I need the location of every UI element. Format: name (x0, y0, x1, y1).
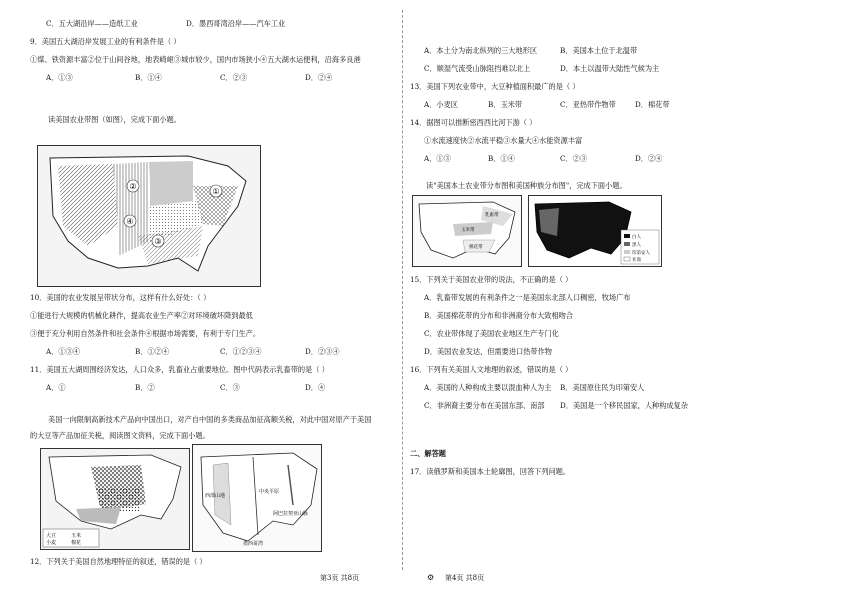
us-agriculture-belt-map (37, 145, 261, 287)
intro-race-map: 读"美国本土农业带分布图和美国种族分布图"，完成下面小题。 (426, 181, 627, 190)
q13-option-b: B．玉米带 (488, 100, 523, 109)
q9-option-b: B．①④ (135, 73, 162, 82)
us-race-distribution-map (528, 195, 662, 267)
intro-trade-para-2: 的大豆等产品加征关税，阅读图文资料，完成下面小题。 (30, 431, 210, 440)
q14-option-c: C．②③ (560, 154, 588, 163)
terrain-map-drawing (193, 445, 321, 551)
map4-label-2: 玉米带 (461, 228, 475, 233)
q9-option-c: C．②③ (220, 73, 248, 82)
map2-legend-4: 棉花 (71, 540, 82, 546)
q11-stem: 11．美国五大湖周围经济发达，人口众多，乳畜业占重要地位。图中代码表示乳畜带的是（ ） (30, 365, 329, 374)
gear-icon: ⚙ (427, 573, 435, 582)
q9-option-d: D．②④ (305, 73, 333, 82)
farm-belt-map-drawing (413, 196, 521, 266)
q17-stem: 17．读俄罗斯和美国本土轮廓图，回答下列问题。 (410, 467, 571, 476)
q11-option-b: B．② (135, 383, 155, 392)
map3-label-4: 墨西哥湾 (243, 541, 264, 547)
q12-option-c: C．顺湿气流受山脉阻挡难以北上 (424, 64, 531, 73)
map5-legend-3: 印第安人 (632, 251, 650, 256)
q8-option-d: D．墨西哥湾沿岸——汽车工业 (186, 19, 286, 28)
q10-option-d: D．②③④ (305, 347, 340, 356)
section-answer-title: 二、解答题 (410, 449, 446, 458)
q15-stem: 15．下列关于美国农业带的说法，不正确的是（ ） (410, 275, 573, 284)
q9-stem: 9．美国五大湖沿岸发展工业的有利条件是（ ） (30, 37, 181, 46)
q14-stem: 14．据图可以推断密西西比河下游（ ） (410, 118, 537, 127)
intro-trade-para-1: 美国一向限制高新技术产品向中国出口，对产自中国的多类商品加征高额关税，对此中国对原产于美国 (48, 415, 372, 424)
map2-legend-3: 小麦 (46, 540, 57, 546)
q11-option-a: A．① (46, 383, 66, 392)
map1-label-4: ④ (126, 217, 134, 226)
q16-option-d: D．美国是一个移民国家，人种构成复杂 (560, 401, 688, 410)
q16-stem: 16．下列有关美国人文地理的叙述，错误的是（ ） (410, 365, 573, 374)
map3-label-3: 阿巴拉契亚山脉 (273, 511, 309, 517)
q12-option-d: D．本土以温带大陆性气候为主 (560, 64, 660, 73)
map2-legend-1: 大豆 (46, 533, 57, 539)
map2-legend-2: 玉米 (71, 533, 82, 539)
q10-body-1: ①能进行大规模的机械化耕作，提高农业生产率②对环境破坏降到最低 (30, 311, 253, 320)
map4-label-3: 棉花带 (469, 245, 483, 250)
q15-option-a: A．乳畜带发展的有利条件之一是美国东北部人口稠密，牧场广布 (424, 293, 631, 302)
q12-stem: 12．下列关于美国自然地理特征的叙述，错误的是（ ） (30, 557, 207, 566)
us-farm-belt-map (412, 195, 522, 267)
crop-map-drawing (41, 449, 189, 549)
map5-legend-4: 亚裔 (632, 258, 641, 263)
q11-option-d: D．④ (305, 383, 326, 392)
page-number-left: 第3页 共8页 (320, 574, 360, 582)
q9-option-a: A．①③ (46, 73, 73, 82)
q10-option-b: B．①②④ (135, 347, 170, 356)
q9-body: ①煤、铁资源丰富②位于山间谷地，地表崎岖③城市较少，国内市场狭小④五大湖水运便利，沿海多良港 (30, 55, 361, 64)
q13-option-a: A．小麦区 (424, 100, 458, 109)
q10-stem: 10．美国的农业发展呈带状分布，这样有什么好处：（ ） (30, 293, 211, 302)
us-terrain-map (192, 444, 322, 552)
map3-label-2: 中央平原 (259, 489, 280, 495)
q11-option-c: C．③ (220, 383, 240, 392)
q16-option-c: C．非洲裔主要分布在美国东部、南部 (424, 401, 545, 410)
q16-option-a: A．美国的人种构成主要以混血种人为主 (424, 383, 552, 392)
us-crop-distribution-map (40, 448, 190, 550)
race-map-drawing (529, 196, 661, 266)
us-map-drawing (38, 146, 260, 286)
q13-option-d: D．棉花带 (635, 100, 670, 109)
map5-legend-2: 黑人 (632, 243, 641, 248)
q10-option-a: A．①③④ (46, 347, 80, 356)
map4-label-1: 乳畜带 (485, 213, 499, 218)
q13-option-c: C．亚热带作物带 (560, 100, 616, 109)
q10-option-c: C．①②③④ (220, 347, 262, 356)
q8-option-c: C．五大湖沿岸——造纸工业 (46, 19, 138, 28)
q14-option-a: A．①③ (424, 154, 451, 163)
column-divider (402, 10, 403, 570)
q10-body-2: ③便于充分利用自然条件和社会条件④根据市场需要，有利于专门生产。 (30, 329, 261, 338)
map1-label-2: ② (129, 182, 137, 191)
q14-option-d: D．②④ (635, 154, 663, 163)
q15-option-d: D．美国农业发达，但需要进口热带作物 (424, 347, 552, 356)
intro-farm-belt: 读美国农业带图（如图），完成下面小题。 (48, 115, 181, 124)
q14-option-b: B．①④ (488, 154, 515, 163)
q13-stem: 13．美国下列农业带中，大豆种植面积最广的是（ ） (410, 82, 580, 91)
q16-option-b: B．美国原住民为印第安人 (560, 383, 645, 392)
q12-option-b: B．美国本土位于北温带 (560, 46, 638, 55)
q15-option-c: C．农业带体现了美国农业地区生产专门化 (424, 329, 559, 338)
map5-legend-1: 白人 (632, 235, 641, 240)
map3-label-1: 西部山地 (205, 493, 226, 499)
q12-option-a: A．本土分为南北纵列的三大地形区 (424, 46, 538, 55)
map1-label-1: ① (212, 187, 220, 196)
q14-body: ①水流速度快②水流平稳③水量大④水能资源丰富 (424, 136, 583, 145)
map1-label-3: ③ (154, 237, 162, 246)
q15-option-b: B．美国棉花带的分布和非洲裔分布大致相吻合 (424, 311, 574, 320)
page-number-right: 第4页 共8页 (445, 574, 485, 582)
